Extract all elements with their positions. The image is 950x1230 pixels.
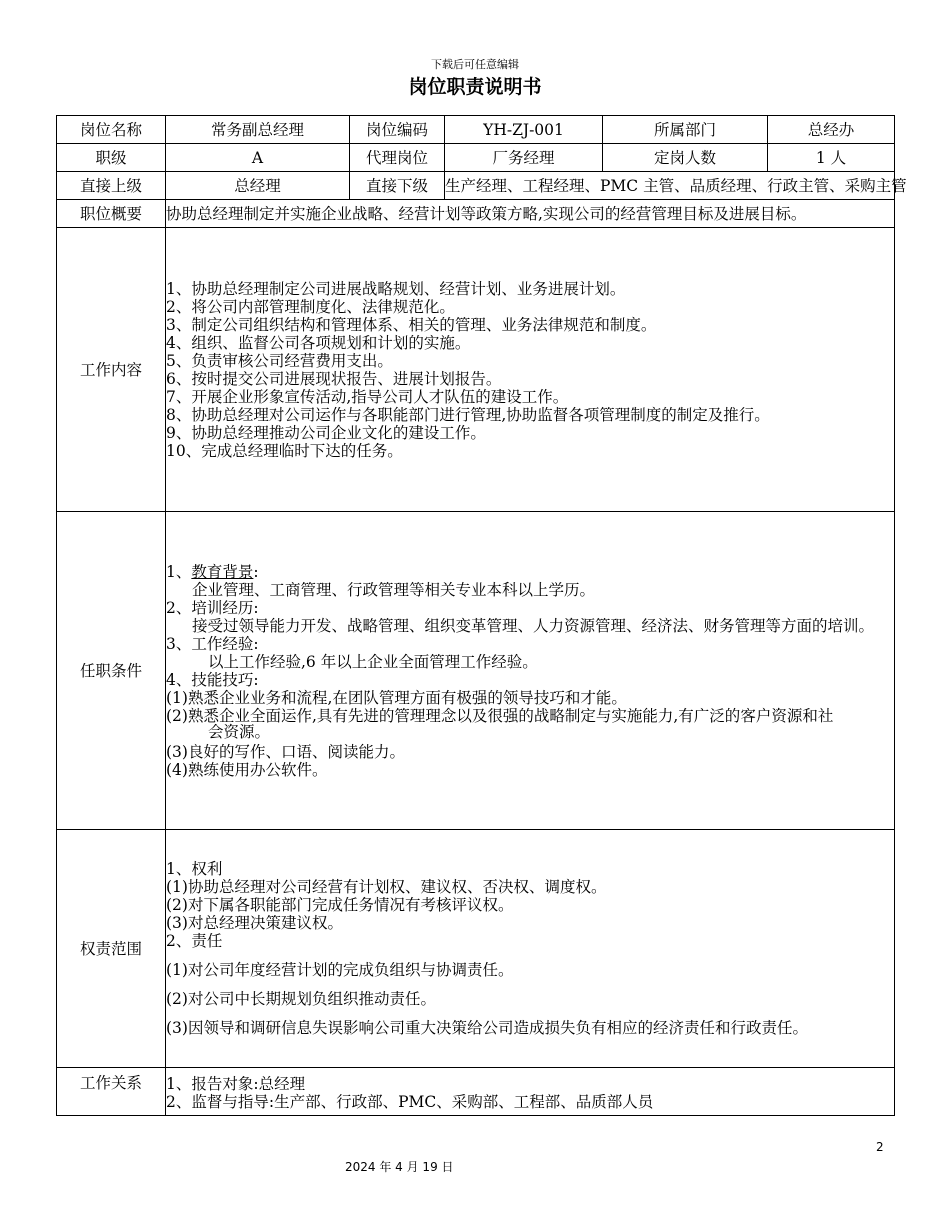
position-name-label: 岗位名称 bbox=[57, 116, 166, 144]
duty-item: 10、完成总经理临时下达的任务。 bbox=[166, 441, 403, 460]
skill-item: (1)熟悉企业业务和流程,在团队管理方面有极强的领导技巧和才能。 bbox=[166, 688, 627, 707]
row-authority bbox=[57, 830, 895, 1068]
position-code-label: 岗位编码 bbox=[350, 116, 445, 144]
row-reporting bbox=[57, 172, 895, 200]
education-number: 1、 bbox=[166, 562, 192, 581]
skill-item: (3)良好的写作、口语、阅读能力。 bbox=[166, 742, 405, 761]
skill-item-continued: 会资源。 bbox=[208, 722, 271, 741]
summary-text: 协助总经理制定并实施企业战略、经营计划等政策方略,实现公司的经营管理目标及进展目标。 bbox=[166, 200, 895, 228]
rights-heading: 1、权利 bbox=[166, 860, 223, 878]
right-item: (2)对下属各职能部门完成任务情况有考核评议权。 bbox=[166, 896, 514, 914]
duty-item: 2、将公司内部管理制度化、法律规范化。 bbox=[166, 297, 455, 316]
spacer bbox=[166, 979, 894, 990]
row-qualifications bbox=[57, 512, 895, 830]
spacer bbox=[166, 950, 894, 961]
duty-item: 7、开展企业形象宣传活动,指导公司人才队伍的建设工作。 bbox=[166, 387, 569, 406]
row-summary bbox=[57, 200, 895, 228]
duties-label: 工作内容 bbox=[57, 228, 166, 512]
education-colon: : bbox=[253, 562, 259, 581]
authority-label: 权责范围 bbox=[57, 830, 166, 1068]
training-text bbox=[166, 617, 894, 635]
right-item: (3)对总经理决策建议权。 bbox=[166, 914, 343, 932]
responsibility-item: (1)对公司年度经营计划的完成负组织与协调责任。 bbox=[166, 961, 514, 979]
subordinate-value: 生产经理、工程经理、PMC 主管、品质经理、行政主管、采购主管 bbox=[445, 172, 895, 200]
row-position bbox=[57, 116, 895, 144]
responsibility-item: (2)对公司中长期规划负组织推动责任。 bbox=[166, 990, 436, 1008]
skills-heading: 4、技能技巧: bbox=[166, 670, 259, 689]
level-label: 职级 bbox=[57, 144, 166, 172]
supervision-scope: 2、监督与指导:生产部、行政部、PMC、采购部、工程部、品质部人员 bbox=[166, 1092, 654, 1111]
relations-list bbox=[166, 1068, 895, 1116]
education-text: 企业管理、工商管理、行政管理等相关专业本科以上学历。 bbox=[192, 580, 596, 599]
duty-item: 5、负责审核公司经营费用支出。 bbox=[166, 351, 393, 370]
education-heading bbox=[166, 563, 894, 581]
duty-item: 6、按时提交公司进展现状报告、进展计划报告。 bbox=[166, 369, 502, 388]
education-title: 教育背景 bbox=[191, 562, 254, 581]
position-code-value: YH-ZJ-001 bbox=[445, 116, 603, 144]
document-title: 岗位职责说明书 bbox=[408, 76, 542, 98]
duty-item: 8、协助总经理对公司运作与各职能部门进行管理,协助监督各项管理制度的制定及推行。 bbox=[166, 405, 770, 424]
training-text-content: 接受过领导能力开发、战略管理、组织变革管理、人力资源管理、经济法、财务管理等方面的培训。 bbox=[192, 616, 875, 635]
duties-list bbox=[166, 228, 895, 512]
responsibility-heading: 2、责任 bbox=[166, 932, 223, 950]
level-value: A bbox=[166, 144, 350, 172]
footer-date: 2024 年 4 月 19 日 bbox=[345, 1160, 454, 1174]
deputy-label: 代理岗位 bbox=[350, 144, 445, 172]
duty-item: 3、制定公司组织结构和管理体系、相关的管理、业务法律规范和制度。 bbox=[166, 315, 657, 334]
duty-item: 1、协助总经理制定公司进展战略规划、经营计划、业务进展计划。 bbox=[166, 279, 626, 298]
row-level bbox=[57, 144, 895, 172]
duty-item: 9、协助总经理推动公司企业文化的建设工作。 bbox=[166, 423, 486, 442]
page-number: 2 bbox=[876, 1140, 884, 1154]
job-description-table bbox=[56, 115, 907, 1116]
report-target: 1、报告对象:总经理 bbox=[166, 1074, 306, 1093]
department-label: 所属部门 bbox=[603, 116, 768, 144]
experience-text: 以上工作经验,6 年以上企业全面管理工作经验。 bbox=[208, 652, 538, 671]
headcount-label: 定岗人数 bbox=[603, 144, 768, 172]
position-name-value: 常务副总经理 bbox=[166, 116, 350, 144]
duty-item: 4、组织、监督公司各项规划和计划的实施。 bbox=[166, 333, 471, 352]
deputy-value: 厂务经理 bbox=[445, 144, 603, 172]
subordinate-label: 直接下级 bbox=[350, 172, 445, 200]
summary-label: 职位概要 bbox=[57, 200, 166, 228]
department-value: 总经办 bbox=[768, 116, 895, 144]
headcount-value: 1 人 bbox=[768, 144, 895, 172]
download-note: 下载后可任意编辑 bbox=[431, 58, 519, 71]
superior-value: 总经理 bbox=[166, 172, 350, 200]
skill-item: (4)熟练使用办公软件。 bbox=[166, 760, 328, 779]
qualifications-list bbox=[166, 512, 895, 830]
row-relations bbox=[57, 1068, 895, 1116]
qualifications-label: 任职条件 bbox=[57, 512, 166, 830]
relations-label: 工作关系 bbox=[57, 1068, 166, 1116]
training-heading: 2、培训经历: bbox=[166, 598, 259, 617]
row-duties bbox=[57, 228, 895, 512]
responsibility-item: (3)因领导和调研信息失误影响公司重大决策给公司造成损失负有相应的经济责任和行政责任。 bbox=[166, 1019, 808, 1037]
spacer bbox=[166, 1008, 894, 1019]
right-item: (1)协助总经理对公司经营有计划权、建议权、否决权、调度权。 bbox=[166, 878, 607, 896]
skill-item: (2)熟悉企业全面运作,具有先进的管理理念以及很强的战略制定与实施能力,有广泛的客户资源和社 bbox=[166, 706, 834, 725]
authority-list bbox=[166, 830, 895, 1068]
superior-label: 直接上级 bbox=[57, 172, 166, 200]
experience-heading: 3、工作经验: bbox=[166, 634, 259, 653]
